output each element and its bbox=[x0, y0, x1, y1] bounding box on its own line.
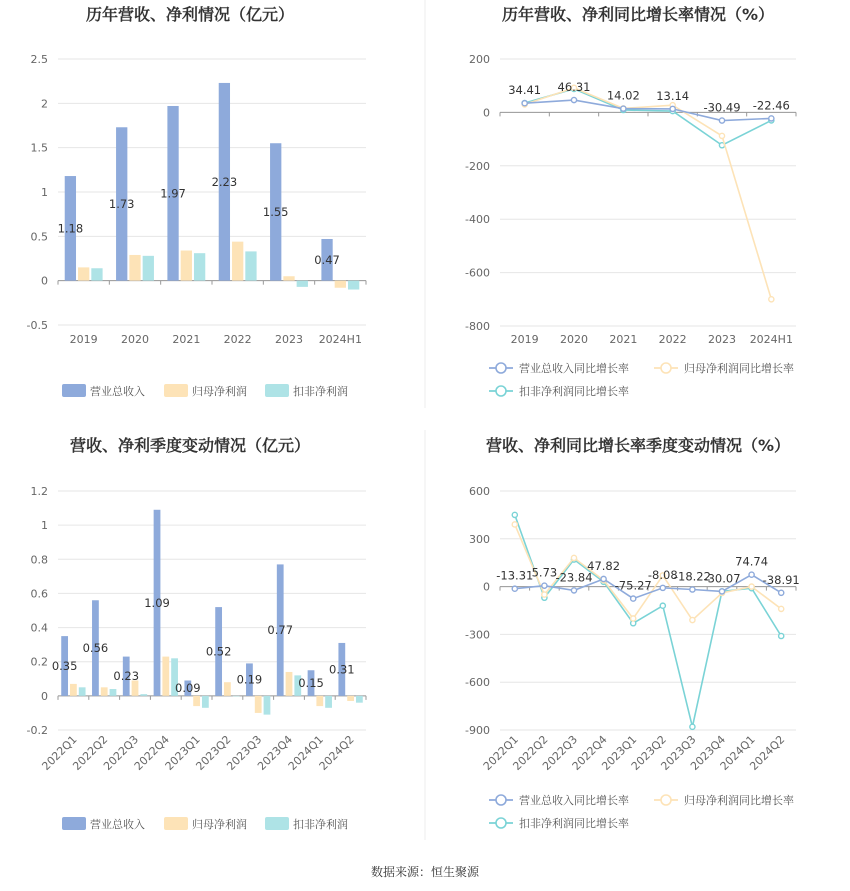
bar bbox=[78, 267, 89, 280]
x-tick-label: 2022 bbox=[658, 333, 687, 346]
line-data-label: 34.41 bbox=[508, 83, 542, 98]
chart-title: 营收、净利同比增长率季度变动情况（%） bbox=[485, 436, 791, 455]
y-tick-label: 200 bbox=[469, 53, 490, 66]
y-tick-label: -0.5 bbox=[26, 319, 48, 332]
data-point bbox=[779, 633, 784, 638]
bar bbox=[70, 684, 77, 696]
legend-label: 归母净利润同比增长率 bbox=[684, 794, 794, 807]
x-tick-label: 2022Q3 bbox=[101, 732, 142, 773]
line-data-label: 47.82 bbox=[587, 558, 621, 573]
legend-marker bbox=[661, 363, 671, 373]
x-tick-label: 2024H1 bbox=[749, 333, 793, 346]
bar-data-label: 0.31 bbox=[329, 662, 355, 677]
x-tick-label: 2022Q1 bbox=[39, 732, 80, 773]
bar-data-label: 1.18 bbox=[57, 221, 84, 236]
line-data-label: 46.31 bbox=[557, 80, 591, 95]
x-tick-label: 2023Q3 bbox=[224, 732, 265, 773]
data-point bbox=[542, 583, 547, 588]
line-data-label: -30.49 bbox=[703, 100, 741, 115]
y-tick-label: 0.4 bbox=[30, 621, 48, 635]
bar bbox=[255, 696, 262, 713]
y-tick-label: 1 bbox=[41, 186, 48, 199]
line-data-label: 74.74 bbox=[735, 554, 769, 569]
data-point bbox=[542, 592, 547, 597]
data-point bbox=[749, 584, 754, 589]
bar bbox=[202, 696, 209, 708]
bar bbox=[245, 251, 256, 280]
legend-swatch bbox=[265, 817, 289, 830]
data-point bbox=[571, 588, 576, 593]
y-tick-label: 0.8 bbox=[30, 553, 48, 567]
legend-swatch bbox=[164, 384, 188, 397]
x-tick-label: 2023Q1 bbox=[599, 732, 640, 773]
x-tick-label: 2021 bbox=[172, 333, 201, 346]
data-point bbox=[601, 576, 606, 581]
bar bbox=[224, 682, 231, 696]
legend-label: 扣非净利润 bbox=[293, 818, 348, 831]
legend-marker bbox=[496, 818, 506, 828]
y-tick-label: -800 bbox=[465, 320, 490, 333]
bar-data-label: 0.23 bbox=[113, 669, 140, 684]
data-point bbox=[690, 724, 695, 729]
data-point bbox=[690, 617, 695, 622]
x-tick-label: 2024H1 bbox=[318, 333, 362, 346]
bar bbox=[356, 696, 363, 703]
legend-label: 扣非净利润同比增长率 bbox=[519, 385, 629, 398]
y-tick-label: 0 bbox=[41, 689, 48, 703]
quarterly-growth-rate-chart bbox=[465, 436, 800, 830]
annual-growth-rate-chart bbox=[465, 5, 796, 398]
x-tick-label: 2023Q4 bbox=[688, 732, 729, 773]
x-tick-label: 2023Q3 bbox=[658, 732, 699, 773]
bar bbox=[297, 281, 308, 287]
line-data-label: 14.02 bbox=[606, 88, 640, 103]
line-data-label: -18.22 bbox=[673, 569, 711, 584]
y-tick-label: -400 bbox=[465, 213, 490, 227]
bar-data-label: 1.97 bbox=[160, 186, 186, 201]
chart-title: 历年营收、净利同比增长率情况（%） bbox=[501, 5, 775, 24]
y-tick-label: -900 bbox=[465, 724, 490, 737]
line-data-label: -22.46 bbox=[752, 98, 790, 113]
bar bbox=[316, 696, 323, 706]
data-point bbox=[690, 587, 695, 592]
legend-marker bbox=[661, 795, 671, 805]
x-tick-label: 2022Q4 bbox=[569, 732, 610, 773]
x-tick-label: 2022 bbox=[223, 333, 252, 346]
bar bbox=[181, 251, 192, 281]
data-point bbox=[719, 589, 724, 594]
y-tick-label: -200 bbox=[465, 159, 490, 173]
bar bbox=[162, 657, 169, 696]
x-tick-label: 2023Q4 bbox=[255, 732, 296, 773]
legend-swatch bbox=[62, 384, 86, 397]
line-data-label: -38.91 bbox=[762, 572, 800, 587]
x-tick-label: 2024Q1 bbox=[285, 732, 326, 773]
y-tick-label: 600 bbox=[469, 485, 490, 498]
y-tick-label: 300 bbox=[469, 532, 490, 546]
bar bbox=[193, 696, 200, 706]
bar-data-label: 0.47 bbox=[314, 252, 340, 267]
y-tick-label: 2.5 bbox=[30, 53, 48, 66]
legend-label: 归母净利润同比增长率 bbox=[684, 362, 794, 375]
bar-data-label: 1.55 bbox=[262, 204, 289, 219]
legend-label: 扣非净利润 bbox=[293, 385, 348, 398]
y-tick-label: -600 bbox=[465, 266, 490, 280]
x-tick-label: 2023Q2 bbox=[193, 732, 234, 773]
x-tick-label: 2019 bbox=[510, 333, 539, 346]
bar bbox=[233, 696, 240, 697]
bar-data-label: 0.15 bbox=[298, 676, 324, 691]
data-point bbox=[769, 116, 774, 121]
x-tick-label: 2023 bbox=[708, 333, 736, 346]
series-line bbox=[525, 89, 772, 145]
bar-data-label: 0.35 bbox=[51, 658, 78, 673]
y-tick-label: 0 bbox=[483, 580, 490, 594]
bar bbox=[110, 689, 117, 696]
y-tick-label: -600 bbox=[465, 676, 490, 690]
x-tick-label: 2020 bbox=[121, 333, 149, 346]
x-tick-label: 2024Q2 bbox=[747, 732, 788, 773]
y-tick-label: -300 bbox=[465, 628, 490, 642]
bar bbox=[335, 281, 346, 288]
y-tick-label: 1.5 bbox=[30, 141, 48, 155]
legend-label: 营业总收入 bbox=[90, 385, 145, 398]
x-tick-label: 2022Q1 bbox=[480, 732, 521, 773]
data-point bbox=[571, 97, 576, 102]
legend-swatch bbox=[164, 817, 188, 830]
line-data-label: -8.08 bbox=[647, 567, 678, 582]
x-tick-label: 2022Q2 bbox=[70, 732, 111, 773]
y-tick-label: 0.6 bbox=[30, 587, 48, 601]
y-tick-label: 0.2 bbox=[30, 655, 48, 669]
x-tick-label: 2020 bbox=[560, 333, 588, 346]
data-point bbox=[631, 616, 636, 621]
legend-swatch bbox=[265, 384, 289, 397]
x-tick-label: 2024Q1 bbox=[717, 732, 758, 773]
data-point bbox=[670, 106, 675, 111]
x-tick-label: 2021 bbox=[609, 333, 638, 346]
bar-data-label: 1.73 bbox=[108, 196, 135, 211]
bar bbox=[348, 281, 359, 290]
data-point bbox=[719, 118, 724, 123]
bar bbox=[232, 242, 243, 281]
bar bbox=[101, 687, 108, 696]
bar bbox=[286, 672, 293, 696]
data-point bbox=[719, 133, 724, 138]
y-tick-label: -0.2 bbox=[26, 724, 48, 737]
bar bbox=[140, 694, 147, 696]
legend-label: 营业总收入同比增长率 bbox=[519, 362, 629, 375]
x-tick-label: 2022Q2 bbox=[510, 732, 551, 773]
data-point bbox=[631, 596, 636, 601]
x-tick-label: 2024Q2 bbox=[316, 732, 357, 773]
legend-label: 归母净利润 bbox=[192, 818, 247, 831]
quarterly-revenue-profit-chart bbox=[27, 436, 366, 831]
bar-data-label: 0.19 bbox=[236, 672, 263, 687]
line-data-label: -30.07 bbox=[703, 571, 741, 586]
bar bbox=[264, 696, 271, 715]
bar bbox=[347, 696, 354, 701]
y-tick-label: 0 bbox=[41, 274, 48, 288]
legend-marker bbox=[496, 363, 506, 373]
data-point bbox=[621, 106, 626, 111]
bar-data-label: 0.77 bbox=[267, 623, 294, 638]
x-tick-label: 2019 bbox=[69, 333, 98, 346]
bar bbox=[283, 276, 294, 280]
y-tick-label: 1 bbox=[41, 519, 48, 533]
bar bbox=[143, 256, 154, 281]
line-data-label: 13.14 bbox=[656, 88, 690, 103]
data-point bbox=[660, 585, 665, 590]
bar-data-label: 0.56 bbox=[82, 641, 109, 656]
y-tick-label: 0 bbox=[483, 106, 490, 120]
legend-marker bbox=[496, 795, 506, 805]
data-point bbox=[769, 297, 774, 302]
chart-title: 历年营收、净利情况（亿元） bbox=[85, 5, 295, 24]
data-point bbox=[779, 590, 784, 595]
legend-label: 扣非净利润同比增长率 bbox=[519, 817, 629, 830]
legend-label: 营业总收入 bbox=[90, 818, 145, 831]
x-tick-label: 2023Q1 bbox=[162, 732, 203, 773]
data-point bbox=[660, 603, 665, 608]
chart-title: 营收、净利季度变动情况（亿元） bbox=[69, 436, 311, 455]
data-point bbox=[512, 586, 517, 591]
line-data-label: 5.73 bbox=[531, 565, 558, 580]
bar bbox=[129, 255, 140, 281]
y-tick-label: 0.5 bbox=[30, 230, 48, 244]
legend-swatch bbox=[62, 817, 86, 830]
bar-data-label: 2.23 bbox=[211, 174, 238, 189]
y-tick-label: 1.2 bbox=[30, 485, 48, 498]
legend-marker bbox=[496, 386, 506, 396]
line-data-label: -75.27 bbox=[614, 578, 652, 593]
bar-data-label: 1.09 bbox=[144, 595, 170, 610]
bar bbox=[79, 687, 86, 696]
data-point bbox=[571, 555, 576, 560]
line-data-label: -13.31 bbox=[496, 568, 534, 583]
legend-label: 营业总收入同比增长率 bbox=[519, 794, 629, 807]
x-tick-label: 2023 bbox=[275, 333, 303, 346]
data-point bbox=[512, 512, 517, 517]
series-line bbox=[515, 515, 781, 727]
bar-data-label: 0.09 bbox=[175, 681, 201, 696]
legend-label: 归母净利润 bbox=[192, 385, 247, 398]
data-point bbox=[512, 522, 517, 527]
bar bbox=[91, 268, 102, 280]
x-tick-label: 2022Q3 bbox=[540, 732, 581, 773]
data-source: 数据来源：恒生聚源 bbox=[370, 865, 480, 879]
data-point bbox=[522, 101, 527, 106]
bar bbox=[194, 253, 205, 280]
bar bbox=[325, 696, 332, 708]
data-point bbox=[749, 572, 754, 577]
x-tick-label: 2022Q4 bbox=[131, 732, 172, 773]
x-tick-label: 2023Q2 bbox=[628, 732, 669, 773]
line-data-label: -23.84 bbox=[555, 570, 593, 585]
bar-data-label: 0.52 bbox=[205, 644, 232, 659]
annual-revenue-profit-chart bbox=[27, 5, 366, 398]
y-tick-label: 2 bbox=[41, 97, 48, 111]
data-point bbox=[779, 606, 784, 611]
